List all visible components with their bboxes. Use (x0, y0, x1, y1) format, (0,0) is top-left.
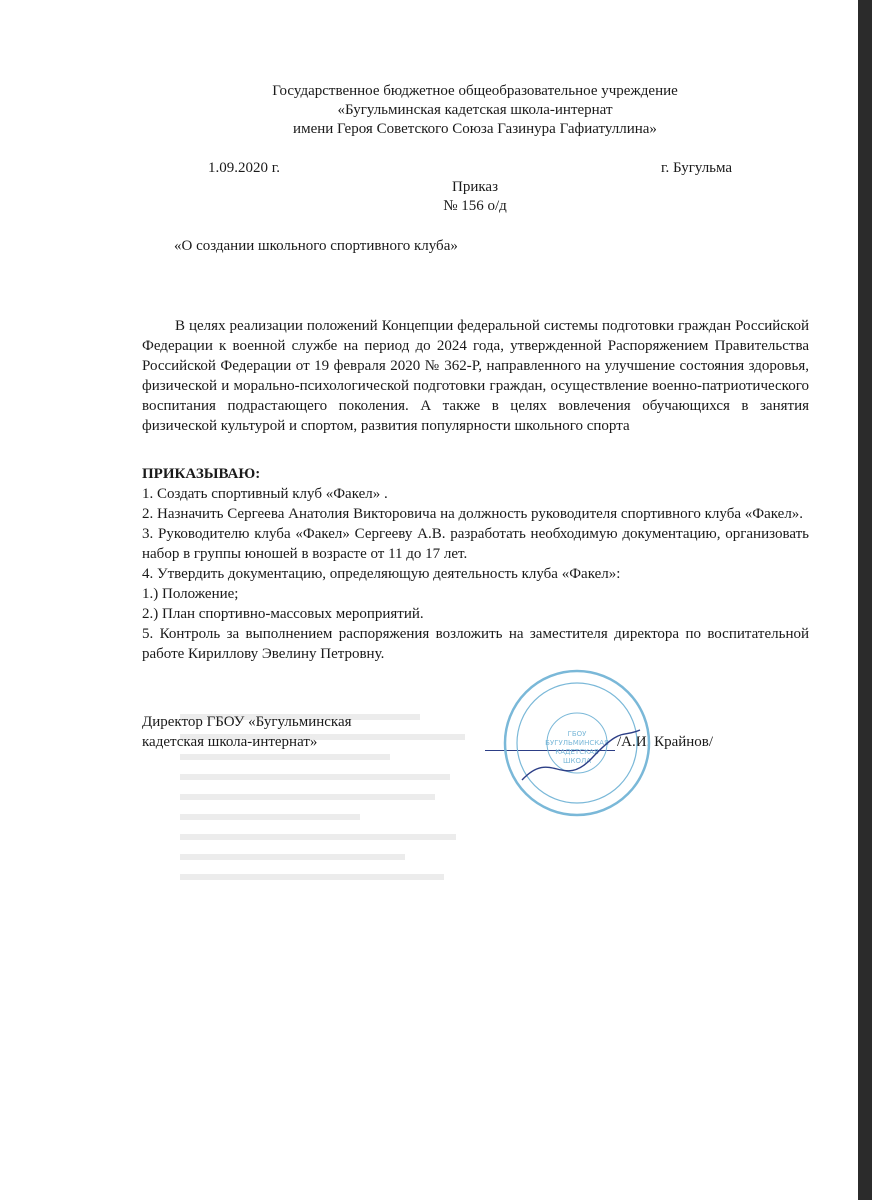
order-item: 2.) План спортивно-массовых мероприятий. (142, 606, 424, 622)
order-item: 4. Утвердить документацию, определяющую деятельность клуба «Факел»: (142, 566, 621, 582)
order-title-block (380, 178, 570, 216)
stamp-text-top: ГБОУ (567, 730, 587, 738)
order-heading: ПРИКАЗЫВАЮ: (142, 466, 261, 482)
order-item: 1.) Положение; (142, 586, 239, 602)
header-line-3: имени Героя Советского Союза Газинура Гафиатуллина» (293, 121, 657, 137)
order-title: Приказ (451, 179, 498, 195)
official-stamp (502, 668, 652, 818)
stamp-text-bottom: ШКОЛА (562, 757, 592, 765)
bleed-through-text (180, 700, 480, 1120)
order-item: 2. Назначить Сергеева Анатолия Викторовича на должность руководителя спортивного клуба «Факел». (142, 506, 804, 522)
order-body (142, 316, 809, 752)
order-date: 1.09.2020 г. (208, 160, 280, 176)
stamp-text-mid2: КАДЕТСКАЯ (555, 748, 599, 756)
order-item: 3. Руководителю клуба «Факел» Сергееву А.В. разработать необходимую документацию, организовать набор в группы юношей в возрасте от 11 до 17 лет. (142, 526, 809, 562)
signer-position-line-1: Директор ГБОУ «Бугульминская (142, 714, 352, 730)
order-item: 1. Создать спортивный клуб «Факел» . (142, 486, 388, 502)
institution-header (140, 82, 810, 139)
order-subject: «О создании школьного спортивного клуба» (174, 238, 458, 254)
order-number: № 156 о/д (443, 198, 507, 214)
stamp-text-mid: БУГУЛЬМИНСКАЯ (545, 739, 609, 747)
order-city: г. Бугульма (661, 160, 733, 176)
order-item: 5. Контроль за выполнением распоряжения возложить на заместителя директора по воспитательной работе Кириллову Эвелину Петровну. (142, 626, 809, 662)
preamble-paragraph: В целях реализации положений Концепции федеральной системы подготовки граждан Российской Федерации к военной службе на период до 2024 года, утвержденной Распоряжением Правительства Российской Федерации от 19 февраля 2020 № 362-Р, направленного на улучшение состояния здоровья, физической и морально-психологической подготовки граждан, осуществление военно-патриотического воспитания подрастающего поколения. А также в целях вовлечения обучающихся в занятия физической культурой и спортом, развития популярности школьного спорта (142, 318, 809, 434)
signature-block (142, 712, 809, 752)
header-line-1: Государственное бюджетное общеобразовательное учреждение (272, 83, 678, 99)
signer-position-line-2: кадетская школа-интернат» (142, 734, 318, 750)
signer-name: /А.И. Крайнов/ (617, 734, 714, 750)
scan-edge (858, 0, 872, 1200)
header-line-2: «Бугульминская кадетская школа-интернат (337, 102, 613, 118)
